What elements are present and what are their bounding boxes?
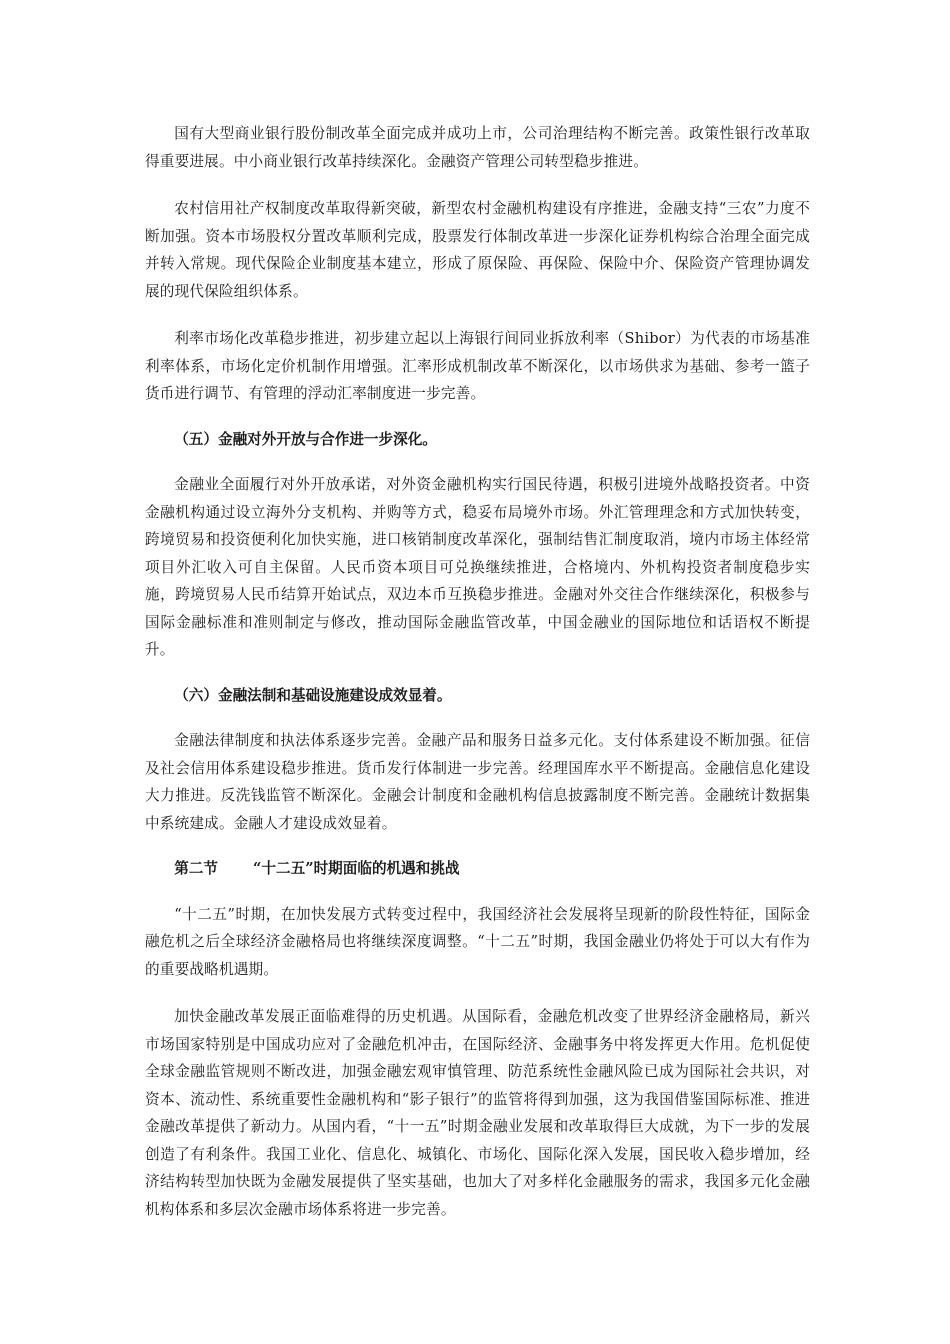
section-title: “十二五”时期面临的机遇和挑战 <box>253 860 460 877</box>
section-heading <box>145 855 810 883</box>
heading-opening-cooperation: （五）金融对外开放与合作进一步深化。 <box>174 430 437 448</box>
paragraph-interest-rate-reform: 利率市场化改革稳步推进，初步建立起以上海银行间同业拆放利率（Shibor）为代表的市场基准利率体系，市场化定价机制作用增强。汇率形成机制改革不断深化，以市场供求为基础、参考一篮子货币进行调节、有管理的浮动汇率制度进一步完善。 <box>145 330 810 402</box>
paragraph-rural-credit-reform: 农村信用社产权制度改革取得新突破，新型农村金融机构建设有序推进，金融支持“三农”力度不断加强。资本市场股权分置改革顺利完成，股票发行体制改革进一步深化证券机构综合治理全面完成并转入常规。现代保险企业制度基本建立，形成了原保险、再保险、保险中介、保险资产管理协调发展的现代保险组织体系。 <box>145 200 810 300</box>
paragraph-legal-infrastructure: 金融法律制度和执法体系逐步完善。金融产品和服务日益多元化。支付体系建设不断加强。征信及社会信用体系建设稳步推进。货币发行体制进一步完善。经理国库水平不断提高。金融信息化建设大力推进。反洗钱监管不断深化。金融会计制度和金融机构信息披露制度不断完善。金融统计数据集中系统建成。金融人才建设成效显着。 <box>145 732 810 832</box>
paragraph-opening-cooperation: 金融业全面履行对外开放承诺，对外资金融机构实行国民待遇，积极引进境外战略投资者。中资金融机构通过设立海外分支机构、并购等方式，稳妥布局境外市场。外汇管理理念和方式加快转变，跨境贸易和投资便利化加快实施，进口核销制度改革深化，强制结售汇制度取消，境内市场主体经常项目外汇收入可自主保留。人民币资本项目可兑换继续推进，合格境内、外机构投资者制度稳步实施，跨境贸易人民币结算开始试点，双边本币互换稳步推进。金融对外交往合作继续深化，积极参与国际金融标准和准则制定与修改，推动国际金融监管改革，中国金融业的国际地位和话语权不断提升。 <box>145 476 810 658</box>
document-page <box>145 120 810 1223</box>
section-number: 第二节 <box>174 860 218 877</box>
paragraph-historic-opportunity: 加快金融改革发展正面临难得的历史机遇。从国际看，金融危机改变了世界经济金融格局，新兴市场国家特别是中国成功应对了金融危机冲击，在国际经济、金融事务中将发挥更大作用。危机促使全球金融监管规则不断改进，加强金融宏观审慎管理、防范系统性金融风险已成为国际社会共识，对资本、流动性、系统重要性金融机构和“影子银行”的监管将得到加强，这为我国借鉴国际标准、推进金融改革提供了新动力。从国内看，“十一五”时期金融业发展和改革取得巨大成就，为下一步的发展创造了有利条件。我国工业化、信息化、城镇化、市场化、国际化深入发展，国民收入稳步增加，经济结构转型加快既为金融发展提供了坚实基础，也加大了对多样化金融服务的需求，我国多元化金融机构体系和多层次金融市场体系将进一步完善。 <box>145 1008 810 1218</box>
paragraph-bank-reform: 国有大型商业银行股份制改革全面完成并成功上市，公司治理结构不断完善。政策性银行改革取得重要进展。中小商业银行改革持续深化。金融资产管理公司转型稳步推进。 <box>145 125 810 170</box>
paragraph-12th-five-year-period: “十二五”时期，在加快发展方式转变过程中，我国经济社会发展将呈现新的阶段性特征，国际金融危机之后全球经济金融格局也将继续深度调整。“十二五”时期，我国金融业仍将处于可以大有作为的重要战略机遇期。 <box>145 905 810 978</box>
heading-legal-infrastructure: （六）金融法制和基础设施建设成效显着。 <box>174 686 452 704</box>
